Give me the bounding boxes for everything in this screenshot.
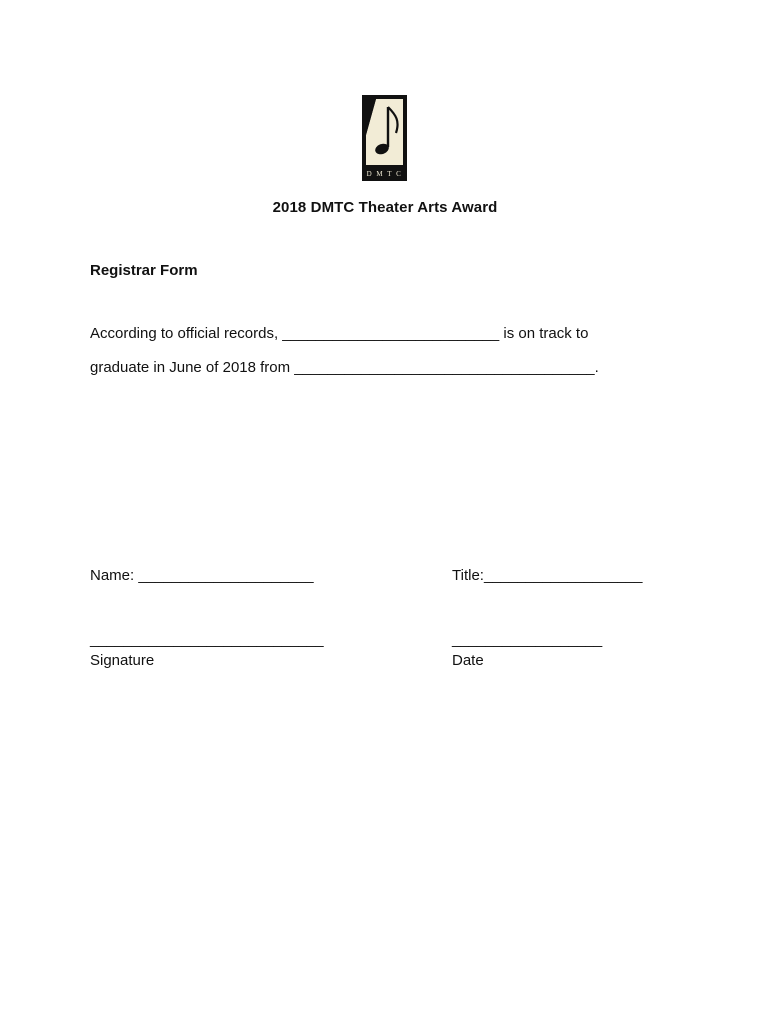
- signature-line: ____________________________: [90, 631, 324, 648]
- section-heading: Registrar Form: [90, 262, 198, 279]
- document-title: 2018 DMTC Theater Arts Award: [272, 199, 498, 216]
- title-field-label: Title:___________________: [452, 567, 643, 584]
- name-field-label: Name: _____________________: [90, 567, 314, 584]
- statement-line-2: graduate in June of 2018 from ____________________________________.: [90, 359, 599, 376]
- dmtc-logo: [362, 95, 407, 181]
- date-line: __________________: [452, 631, 603, 648]
- statement-line-1: According to official records, __________________________ is on track to: [90, 325, 589, 342]
- signature-caption: Signature: [90, 652, 155, 669]
- svg-text:D M T C: D M T C: [366, 170, 403, 178]
- date-caption: Date: [452, 652, 484, 669]
